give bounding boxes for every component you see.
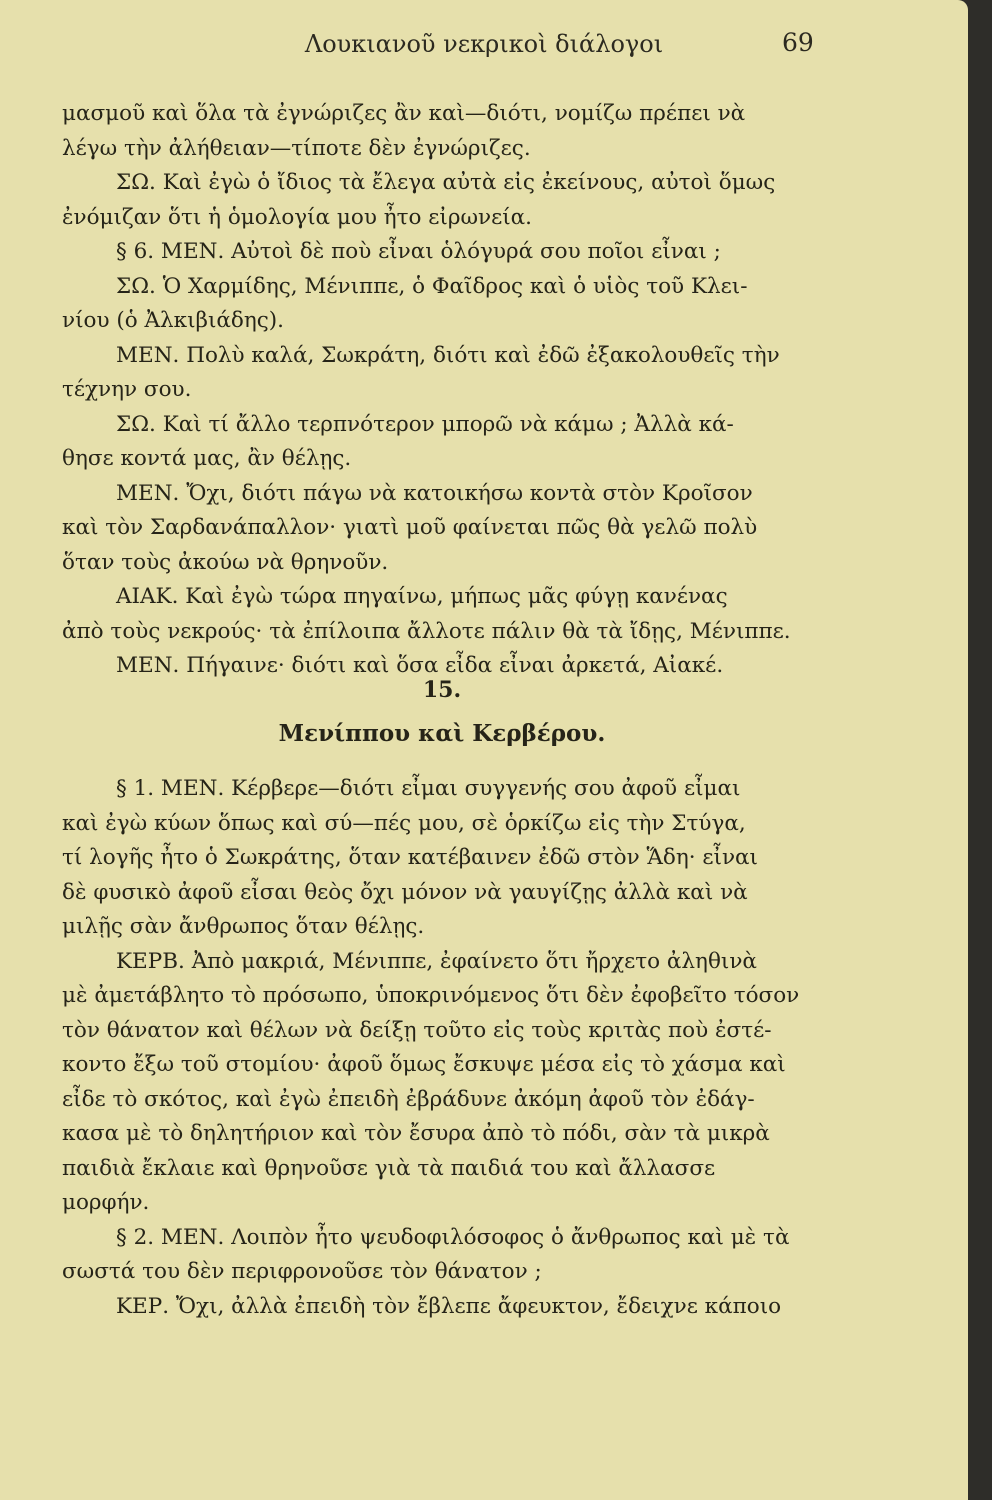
text-line: § 6. ΜΕΝ. Αὐτοὶ δὲ ποὺ εἶναι ὁλόγυρά σου ποῖοι εἶναι ; [116, 239, 721, 264]
text-line: τέχνην σου. [62, 377, 192, 402]
text-line: νίου (ὁ Ἀλκιβιάδης). [62, 308, 285, 333]
text-line: δὲ φυσικὸ ἀφοῦ εἶσαι θεὸς ὄχι μόνον νὰ γαυγίζῃς ἀλλὰ καὶ νὰ [62, 879, 748, 905]
text-line: παιδιὰ ἔκλαιε καὶ θρηνοῦσε γιὰ τὰ παιδιά του καὶ ἄλλασσε [62, 1155, 716, 1181]
text-line: ΜΕΝ. Πήγαινε· διότι καὶ ὅσα εἶδα εἶναι ἀρκετά, Αἰακέ. [116, 653, 724, 678]
text-line: καὶ τὸν Σαρδανάπαλλον· γιατὶ μοῦ φαίνεται πῶς θὰ γελῶ πολὺ [62, 515, 758, 540]
text-line: τὸν θάνατον καὶ θέλων νὰ δείξῃ τοῦτο εἰς τοὺς κριτὰς ποὺ ἐστέ- [62, 1017, 772, 1043]
text-line: κοντο ἔξω τοῦ στομίου· ἀφοῦ ὅμως ἔσκυψε μέσα εἰς τὸ χάσμα καὶ [62, 1052, 786, 1077]
text-line: ΣΩ. Ὁ Χαρμίδης, Μένιππε, ὁ Φαῖδρος καὶ ὁ υἱὸς τοῦ Κλει- [116, 273, 748, 299]
text-line: ἀπὸ τοὺς νεκρούς· τὰ ἐπίλοιπα ἄλλοτε πάλιν θὰ τὰ ἴδῃς, Μένιππε. [62, 618, 791, 644]
text-line: ΜΕΝ. Ὄχι, διότι πάγω νὰ κατοικήσω κοντὰ στὸν Κροῖσον [116, 480, 753, 506]
dialogue-number: 15. [422, 677, 462, 703]
text-line: ὅταν τοὺς ἀκούω νὰ θρηνοῦν. [62, 549, 389, 575]
text-line: ΚΕΡΒ. Ἀπὸ μακριά, Μένιππε, ἐφαίνετο ὅτι ἤρχετο ἀληθινὰ [116, 948, 757, 974]
text-line: § 1. ΜΕΝ. Κέρβερε—διότι εἶμαι συγγενής σου ἀφοῦ εἶμαι [116, 776, 741, 801]
text-line: θησε κοντά μας, ἂν θέλῃς. [62, 446, 352, 471]
text-line: κασα μὲ τὸ δηλητήριον καὶ τὸν ἔσυρα ἀπὸ τὸ πόδι, σὰν τὰ μικρὰ [62, 1121, 770, 1146]
text-line: μασμοῦ καὶ ὅλα τὰ ἐγνώριζες ἂν καὶ—διότι, νομίζω πρέπει νὰ [62, 101, 746, 126]
text-line: μὲ ἀμετάβλητο τὸ πρόσωπο, ὑποκρινόμενος ὅτι δὲν ἐφοβεῖτο τόσον [62, 983, 800, 1008]
page-number: 69 [782, 28, 814, 57]
text-line: μιλῇς σὰν ἄνθρωπος ὅταν θέλῃς. [62, 914, 425, 939]
running-header: Λουκιανοῦ νεκρικοὶ διάλογοι [304, 30, 664, 58]
text-line: ΣΩ. Καὶ ἐγὼ ὁ ἴδιος τὰ ἔλεγα αὐτὰ εἰς ἐκείνους, αὐτοὶ ὅμως [116, 170, 776, 195]
text-line: τί λογῆς ἦτο ὁ Σωκράτης, ὅταν κατέβαινεν ἐδῶ στὸν Ἅδη· εἶναι [62, 845, 758, 870]
text-line: λέγω τὴν ἀλήθειαν—τίποτε δὲν ἐγνώριζες. [62, 135, 531, 161]
text-line: § 2. ΜΕΝ. Λοιπὸν ἦτο ψευδοφιλόσοφος ὁ ἄνθρωπος καὶ μὲ τὰ [116, 1224, 790, 1250]
text-line: καὶ ἐγὼ κύων ὅπως καὶ σύ—πές μου, σὲ ὁρκίζω εἰς τὴν Στύγα, [62, 810, 746, 836]
dialogue-title: Μενίππου καὶ Κερβέρου. [278, 720, 606, 747]
text-line: μορφήν. [62, 1190, 150, 1215]
text-line: σωστά του δὲν περιφρονοῦσε τὸν θάνατον ; [62, 1259, 542, 1284]
text-line: ἐνόμιζαν ὅτι ἡ ὁμολογία μου ἦτο εἰρωνεία. [62, 204, 533, 230]
text-line: ΚΕΡ. Ὄχι, ἀλλὰ ἐπειδὴ τὸν ἔβλεπε ἄφευκτον, ἔδειχνε κάποιο [116, 1293, 782, 1319]
text-line: εἶδε τὸ σκότος, καὶ ἐγὼ ἐπειδὴ ἐβράδυνε ἀκόμη ἀφοῦ τὸν ἐδάγ- [62, 1086, 755, 1112]
text-line: ΣΩ. Καὶ τί ἄλλο τερπνότερον μπορῶ νὰ κάμω ; Ἀλλὰ κά- [116, 411, 734, 437]
text-line: ΜΕΝ. Πολὺ καλά, Σωκράτη, διότι καὶ ἐδῶ ἐξακολουθεῖς τὴν [116, 342, 780, 368]
text-line: ΑΙΑΚ. Καὶ ἐγὼ τώρα πηγαίνω, μήπως μᾶς φύγῃ κανένας [116, 584, 728, 609]
